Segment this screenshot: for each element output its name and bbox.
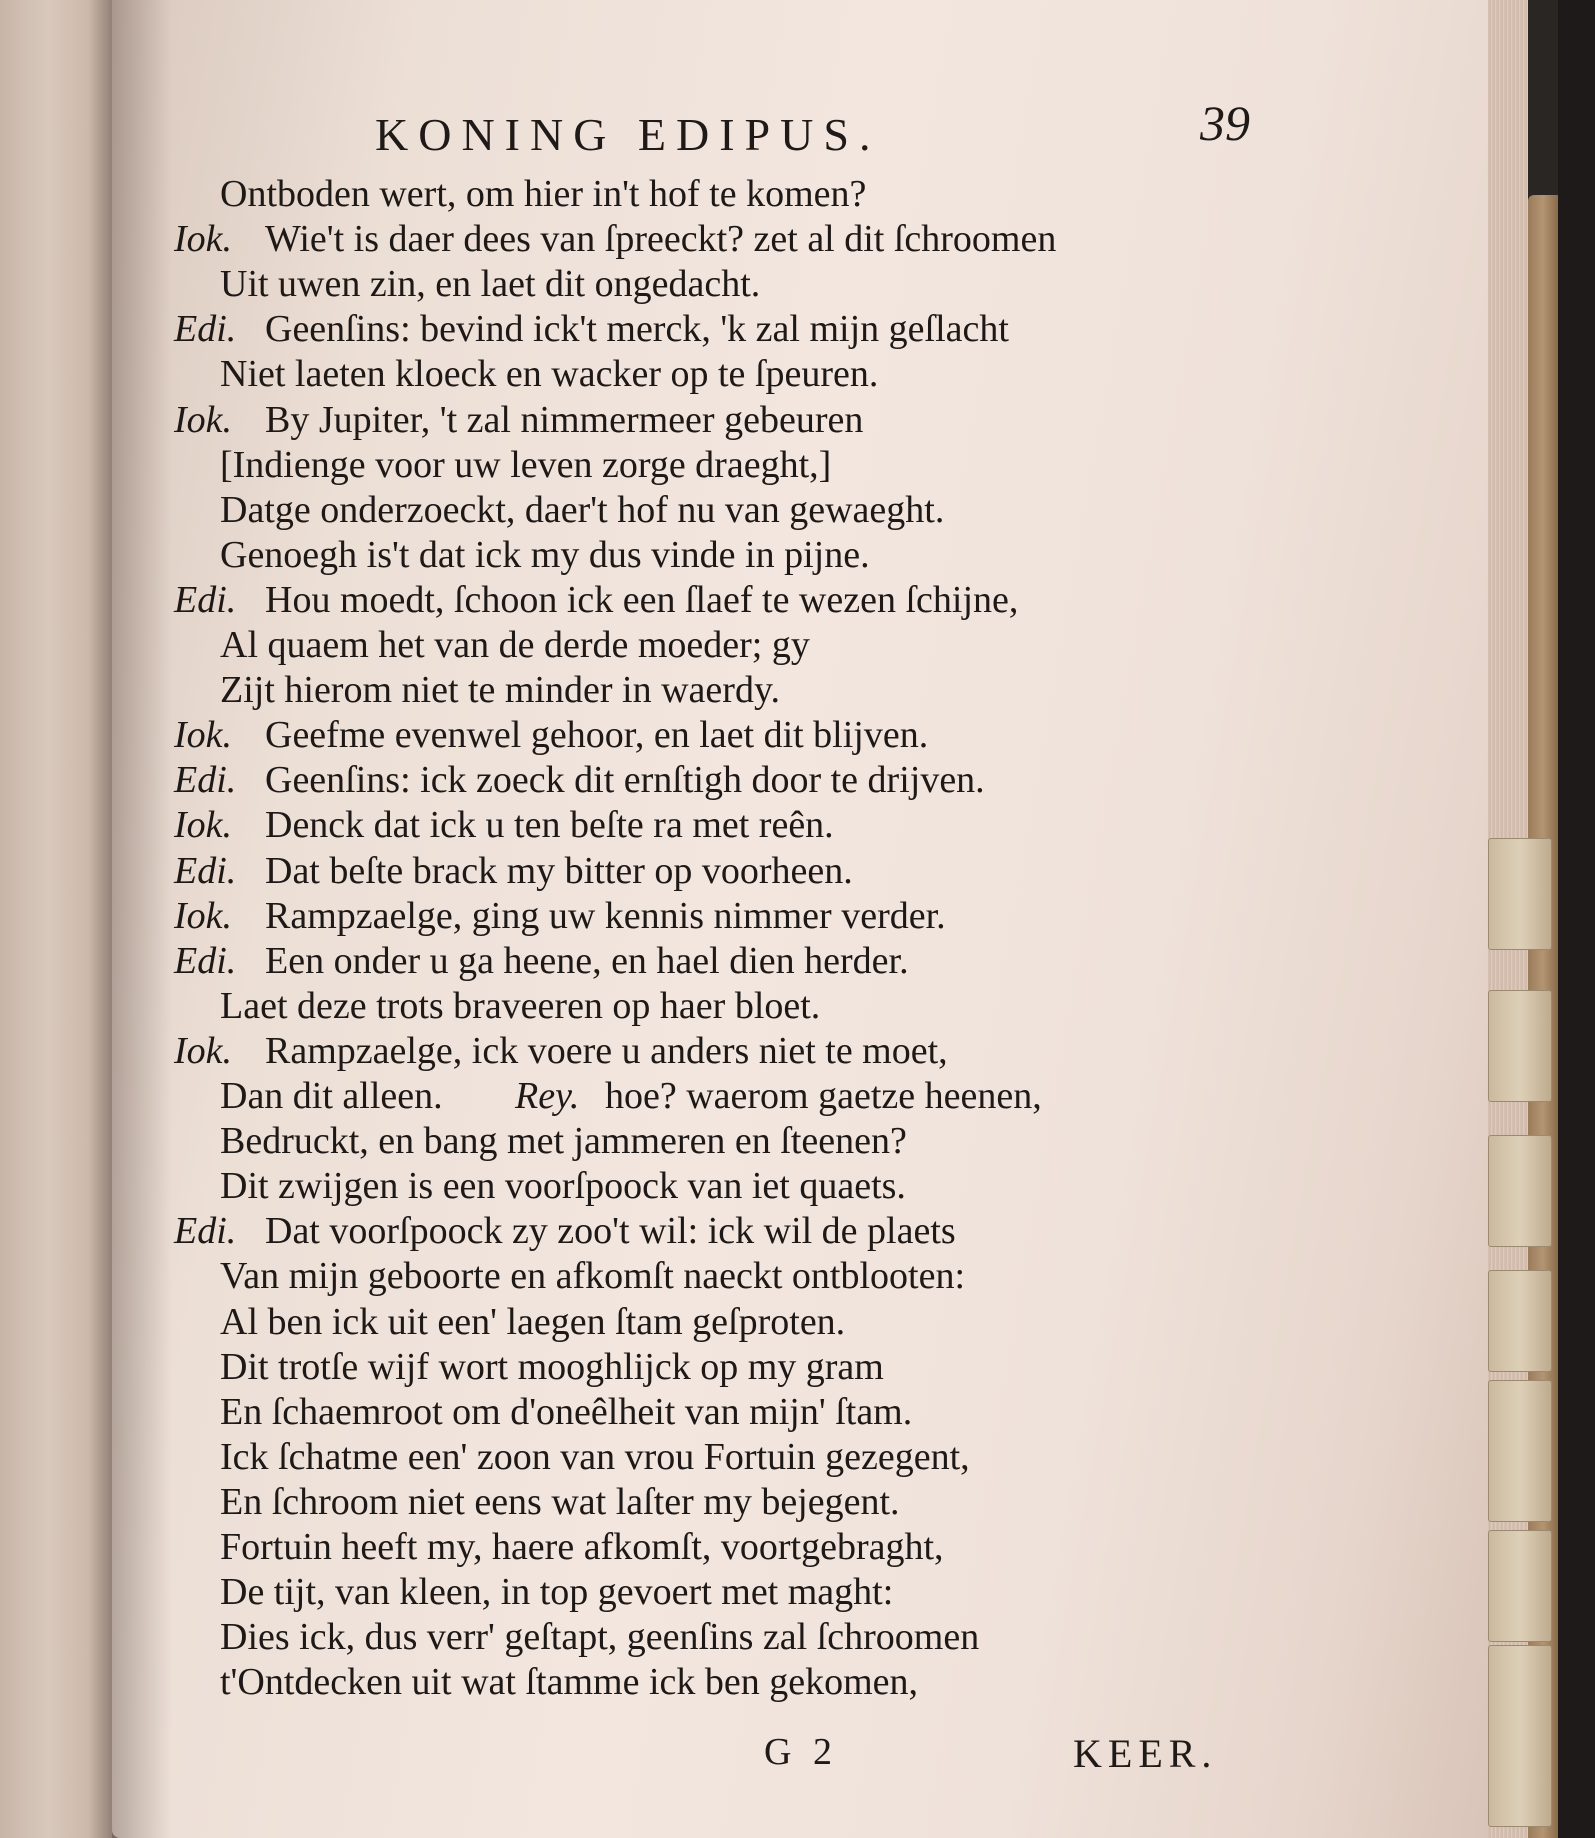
page-number: 39 (1200, 95, 1250, 151)
paper-tab (1488, 1135, 1552, 1247)
verse-text: Laet deze trots braveeren op haer bloet. (220, 984, 821, 1027)
speaker-label: Edi. (174, 308, 237, 351)
speaker-label: Edi. (174, 849, 237, 892)
verse-text: hoe? waerom gaetze heenen, (605, 1075, 1042, 1117)
verse-text: Rampzaelge, ging uw kennis nimmer verder. (265, 894, 946, 937)
paper-tab (1488, 1270, 1552, 1372)
verse-line (0, 1435, 1480, 1479)
verse-text: Wie't is daer dees van ſpreeckt? zet al dit ſchroomen (265, 218, 1057, 261)
speaker-label: Iok. (174, 1029, 233, 1072)
verse-text: Al quaem het van de derde moeder; gy (220, 624, 810, 666)
verse-line (0, 488, 1480, 532)
verse-line (0, 1074, 1480, 1118)
speaker-label: Iok. (174, 398, 233, 441)
speaker-label: Edi. (174, 939, 237, 982)
verse-text: Ontboden wert, om hier in't hof te komen? (220, 173, 867, 215)
verse-text: Geenſins: bevind ick't merck, 'k zal mijn geſlacht (265, 308, 1009, 351)
verse-text: Uit uwen zin, en laet dit ongedacht. (220, 263, 761, 306)
verse-text: Hou moedt, ſchoon ick een ſlaef te wezen ſchijne, (265, 578, 1019, 621)
paper-tab (1488, 1645, 1552, 1827)
speaker-label: Edi. (174, 1210, 237, 1253)
verse-line (0, 939, 1480, 983)
verse-line (0, 307, 1480, 351)
facing-page-fragment (0, 1735, 1, 1782)
paper-tab (1488, 1530, 1552, 1642)
verse-text: Geenſins: ick zoeck dit ernſtigh door te drijven. (265, 759, 985, 802)
verse-text: Bedruckt, en bang met jammeren en ſteenen? (220, 1120, 907, 1163)
speaker-label: Rey. (515, 1075, 580, 1117)
speaker-label: Iok. (174, 894, 233, 937)
verse-text: By Jupiter, 't zal nimmermeer gebeuren (265, 398, 864, 441)
verse-text: Denck dat ick u ten beſte ra met reên. (265, 804, 834, 847)
background-dark-edge (1558, 0, 1595, 1838)
verse-text: Dat voorſpoock zy zoo't wil: ick wil de plaets (265, 1210, 956, 1253)
verse-text: Een onder u ga heene, en hael dien herder. (265, 939, 909, 982)
verse-text: Geefme evenwel gehoor, en laet dit blijven. (265, 714, 929, 757)
speaker-label: Iok. (174, 804, 233, 847)
paper-tab (1488, 838, 1552, 950)
verse-line (0, 623, 1480, 667)
verse-text: De tijt, van kleen, in top gevoert met maght: (220, 1571, 894, 1614)
verse-text: Datge onderzoeckt, daer't hof nu van gewaeght. (220, 488, 945, 531)
verse-line (0, 217, 1480, 261)
verse-line (0, 1029, 1480, 1073)
verse-line (0, 533, 1480, 577)
verse-line (0, 443, 1480, 487)
verse-line (0, 849, 1480, 893)
verse-text: Fortuin heeft my, haere afkomſt, voortgebraght, (220, 1526, 944, 1568)
speaker-label: Iok. (174, 218, 233, 261)
verse-line (0, 984, 1480, 1028)
verse-line (0, 1209, 1480, 1253)
running-head: KONING EDIPUS. (375, 109, 881, 160)
verse-line (0, 1164, 1480, 1208)
verse-line (0, 894, 1480, 938)
verse-line (0, 398, 1480, 442)
verse-line (0, 1615, 1480, 1659)
verse-line (0, 1570, 1480, 1614)
verse-text: Dan dit alleen. (220, 1075, 443, 1117)
verse-line (0, 1300, 1480, 1344)
verse-line (0, 1480, 1480, 1524)
verse-text: Al ben ick uit een' laegen ſtam geſproten. (220, 1300, 846, 1343)
paper-tab (1488, 990, 1552, 1102)
verse-line (0, 262, 1480, 306)
verse-line (0, 1119, 1480, 1163)
verse-line (0, 1345, 1480, 1389)
verse-text: Dies ick, dus verr' geſtapt, geenſins zal ſchroomen (220, 1616, 980, 1659)
verse-line (0, 1390, 1480, 1434)
verse-line (0, 172, 1480, 216)
verse-text: Dat beſte brack my bitter op voorheen. (265, 849, 853, 892)
verse-text: [Indienge voor uw leven zorge draeght,] (220, 443, 832, 486)
verse-text: En ſchaemroot om d'oneêlheit van mijn' ſtam. (220, 1390, 913, 1433)
verse-line (0, 668, 1480, 712)
speaker-label: Edi. (174, 759, 237, 802)
speaker-label: Edi. (174, 578, 237, 621)
verse-line (0, 1525, 1480, 1569)
verse-line (0, 713, 1480, 757)
speaker-label: Iok. (174, 714, 233, 757)
verse-line (0, 352, 1480, 396)
verse-line (0, 758, 1480, 802)
verse-text: Genoegh is't dat ick my dus vinde in pijne. (220, 533, 870, 576)
verse-text: En ſchroom niet eens wat laſter my bejegent. (220, 1480, 900, 1523)
verse-text: Van mijn geboorte en afkomſt naeckt ontblooten: (220, 1255, 966, 1298)
verse-text: Dit trotſe wijf wort mooghlijck op my gram (220, 1345, 884, 1388)
verse-text: t'Ontdecken uit wat ſtamme ick ben gekomen, (220, 1661, 919, 1704)
verse-line (0, 1254, 1480, 1298)
verse-line (0, 578, 1480, 622)
verse-text: Rampzaelge, ick voere u anders niet te moet, (265, 1029, 948, 1072)
verse-text: Zijt hierom niet te minder in waerdy. (220, 669, 780, 712)
verse-line (0, 1660, 1480, 1704)
catchword: KEER. (1073, 1731, 1218, 1776)
verse-text: Niet laeten kloeck en wacker op te ſpeuren. (220, 353, 879, 396)
verse-text: Ick ſchatme een' zoon van vrou Fortuin gezegent, (220, 1435, 970, 1478)
verse-text: Dit zwijgen is een voorſpoock van iet quaets. (220, 1165, 906, 1208)
signature-mark: G 2 (764, 1731, 838, 1773)
verse-line (0, 803, 1480, 847)
paper-tab (1488, 1380, 1552, 1522)
